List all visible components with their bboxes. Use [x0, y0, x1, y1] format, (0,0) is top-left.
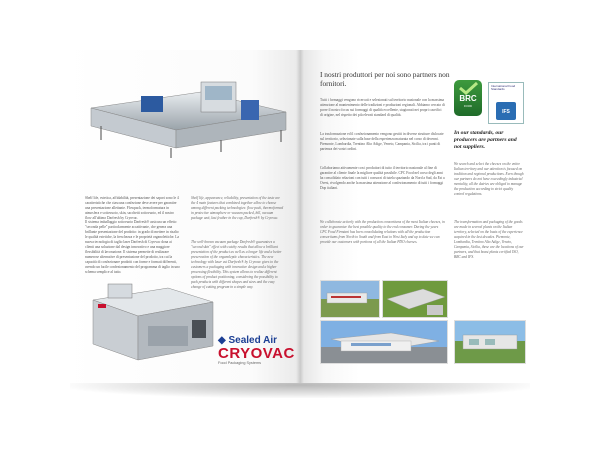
side-paragraph-1: We search and select the cheeses on the entire Italian territory and our attention is focused on tradition and regional productions. Even though our partners do not have exceedingly industrial mentality, all the dairies are obliged to manage the production according to strict quality control regulations. — [454, 162, 524, 196]
body-paragraph-en-1: Shelf life, appearance, reliability, presentation of the taste are the 4 main features that combined together allow to choose among different packing technologies: flow pack, thermoformed in protective atmosphere or vacuum packed, hill, vacuum package unit, last feather in the cap, Darfresh® by Cryovac. — [191, 196, 284, 220]
right-paragraph-it-2: La trasformazione ed il confezionamento vengono gestiti in diverse strutture dislocate sul territorio, selezionate sulla base della esperienza maturata nel corso di decenni. Piemonte, Lombardia, Trentino Alto Adige, Veneto, Campania, Sicilia, tra i punti di partenza dei vostri ordini. — [320, 132, 444, 151]
right-page — [300, 50, 537, 383]
right-paragraph-it-3: Collaboriamo attivamente con i produttori di tutto il territorio nazionale al fine di garantire al cliente finale la migliore qualità possibile. CPC Food nel corso degli anni ha consolidato relazioni con tutti i consorzi di tutela spaziando da Nord a Sud, da Est a Ovest, rivolgendo anche la massima attenzione al confezionamento di tutti i formaggi Dop italiani. — [320, 166, 445, 190]
body-paragraph-en-2: The well-known vacuum package Darfresh® guarantees a "second skin" effect with catchy results that allow a brilliant presentation of the product as well as a longer life and a better preservation of the organoleptic characteristics. The new technology with laser cut Darfresh® by Cryovac gives to the customers a packaging with innovative design and a higher processing flexibility. This system allows to realize different options of product positioning, considering the possibility to pack products with different shapes and sizes and the easy change of cutting program in a simple way. — [191, 240, 282, 289]
body-paragraph-it-2: Il sistema imballaggio sottovuoto Darfresh® assicura un effetto "seconda pelle" particolarmente accattivante, che genera una brillante presentazione del prodotto: in grado di mettere in risalto le qualità estetiche, la freschezza e le proprietà organolettiche. La nuova tecnologia di taglio laser Darfresh di Cryovac dona ai clienti una soluzione dal design innovativo e una maggiore flessibilità di lavorazione. Il sistema permette di realizzare numerose alternative di presentazione del prodotto, tra cui la capacità di confezionare prodotti con forme e formati differenti, avendo un facile confezionamento del programma di taglio in uno schema semplice al tutto. — [85, 220, 180, 274]
facility-photo-3 — [320, 320, 448, 364]
vacuum-packaging-machine-image — [88, 280, 218, 370]
facility-photo-4 — [454, 320, 526, 364]
brc-label: BRC — [459, 94, 477, 103]
cryovac-text: CRYOVAC — [218, 345, 295, 362]
side-heading: In our standards, our producers are partners and not suppliers. — [454, 130, 517, 150]
right-paragraph-en-1: We collaborate actively with the production consortiums of the most Italian cheeses, in order to guarantee the best possible quality to the end consumer. During the years CPC Food Firmiani has been consolidating relations with all the production consortiums from North to South and from East to West Italy and up to date we can provide our customers with portions of all the Italian PDO cheeses. — [320, 220, 445, 244]
ifs-certification-logo — [488, 82, 524, 124]
checkmark-icon — [454, 81, 482, 95]
ifs-label: International Food Standards — [491, 84, 516, 92]
body-paragraph-it-1: Shelf life, estetica, affidabilità, presentazione dei sapori sono le 4 caratteristiche che ciascuna confezione deve avere per garantire una presentazione allettante. Flowpack, termoformatura in atmosfera e sottovuoto, skin, sacchetti sottovuoto, ed il nostro flow all'ultimo Darfresh by Cryovac. — [85, 196, 179, 220]
food-packaging-systems-text: Food Packaging Systems — [218, 361, 262, 365]
side-paragraph-2: The transformation and packaging of the goods are made in several plants on the Italian territory, selected on the basis of the experience acquired in the last decades. Piemonte, Lombardia, Trentino Alto Adige, Veneto, Campania, Sicilia, these are the locations of our partners, and that boast plants certified ISO, BRC and IFS. — [454, 220, 524, 259]
sealed-air-cryovac-logo — [218, 335, 295, 365]
page-heading: I nostri produttori per noi sono partners non fornitori. — [320, 70, 450, 88]
facility-photo-2 — [382, 280, 448, 318]
brc-sub-label: FOOD — [463, 104, 473, 108]
right-paragraph-it-1: Tutti i formaggi vengono ricercati e selezionati sul territorio nazionale con la massima attenzione al mantenimento delle tradizioni e produzioni regionali. Abbiamo cercato di porre il nostro focus sui formaggi di qualità eccellente, stagionati nei propri caseifici di origine, nel rispetto dei più elevati standard di qualità. — [320, 98, 445, 117]
sealed-air-text: ◆ Sealed Air — [218, 335, 278, 346]
ifs-badge-text: IFS — [502, 109, 510, 115]
facility-photo-1 — [320, 280, 380, 318]
left-page — [63, 50, 300, 383]
brand-top: Sealed Air — [228, 335, 278, 346]
brc-certification-logo — [454, 80, 482, 116]
flowpack-machine-image — [81, 78, 296, 163]
book-spine — [296, 50, 304, 383]
